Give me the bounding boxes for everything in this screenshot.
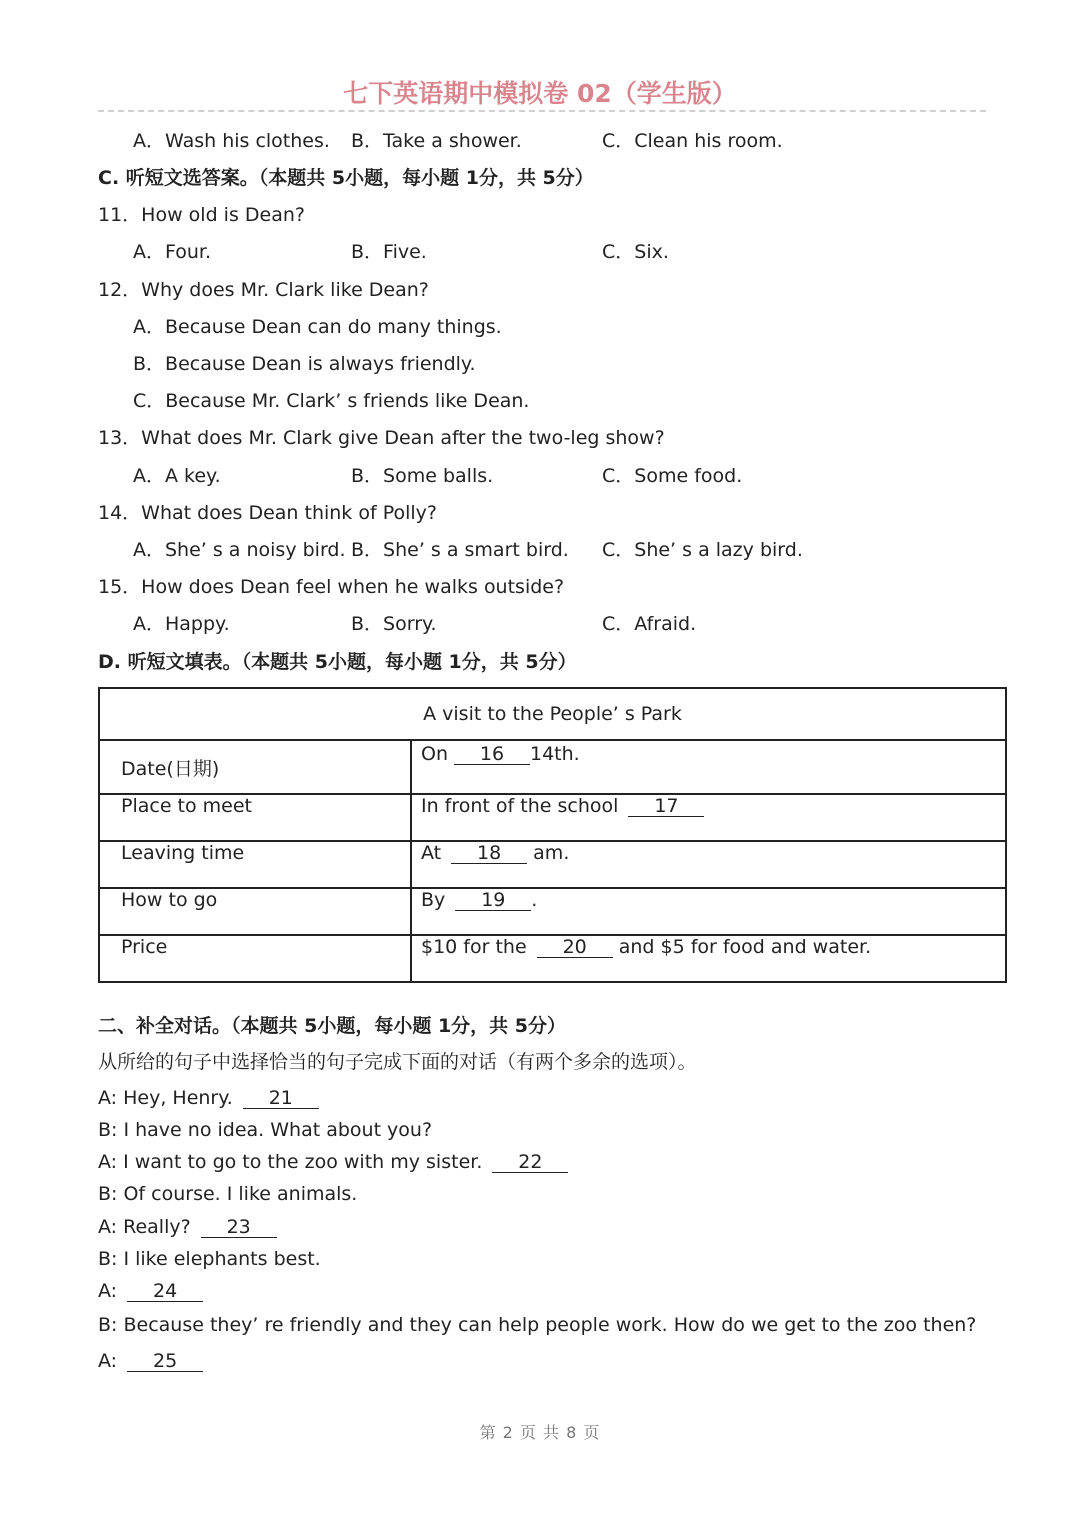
page-number-footer: 第 2 页 共 8 页: [479, 1423, 601, 1442]
q10-option-c: C．Clean his room.: [602, 130, 783, 152]
row-value-transport: [411, 888, 1006, 935]
q15-option-b: B．Sorry.: [351, 613, 437, 635]
dialogue-line: [98, 1182, 357, 1206]
q10-option-a: A．Wash his clothes.: [133, 130, 330, 152]
section-c-heading: C. 听短文选答案。（本题共 5小题，每小题 1分，共 5分）: [98, 167, 594, 189]
row-value-place: [411, 794, 1006, 841]
dialogue-text: A: Really?: [98, 1216, 191, 1238]
q14-option-a: A．She’ s a noisy bird.: [133, 539, 346, 561]
row-label-date: Date(日期): [99, 740, 411, 794]
table-row: [99, 935, 1006, 982]
q15-stem: 15．How does Dean feel when he walks outside?: [98, 576, 565, 598]
header-dashed-rule: [98, 110, 986, 112]
q11-option-a: A．Four.: [133, 241, 212, 263]
row-label-place: Place to meet: [99, 794, 411, 841]
q12-stem: 12．Why does Mr. Clark like Dean?: [98, 279, 429, 301]
value-text: am.: [527, 842, 570, 864]
q11-stem: 11．How old is Dean?: [98, 204, 305, 226]
answer-blank-19[interactable]: 19: [455, 890, 531, 911]
dialogue-text: A:: [98, 1280, 118, 1302]
table-row: [99, 794, 1006, 841]
answer-blank-17[interactable]: 17: [628, 796, 704, 817]
q14-option-b: B．She’ s a smart bird.: [351, 539, 569, 561]
q12-option-c: C．Because Mr. Clark’ s friends like Dean.: [133, 390, 530, 412]
dialogue-line: [98, 1118, 432, 1142]
dialogue-text: A: I want to go to the zoo with my sister.: [98, 1151, 483, 1173]
dialogue-text: B: I have no idea. What about you?: [98, 1119, 433, 1141]
q15-option-c: C．Afraid.: [602, 613, 697, 635]
answer-blank-16[interactable]: 16: [454, 744, 530, 765]
answer-blank-24[interactable]: 24: [127, 1281, 203, 1302]
part2-instruction: 从所给的句子中选择恰当的句子完成下面的对话（有两个多余的选项）。: [98, 1051, 697, 1073]
table-row: [99, 841, 1006, 888]
q14-option-c: C．She’ s a lazy bird.: [602, 539, 803, 561]
row-label-price: Price: [99, 935, 411, 982]
value-text: .: [531, 889, 538, 911]
q12-option-b: B．Because Dean is always friendly.: [133, 353, 476, 375]
q13-option-b: B．Some balls.: [351, 465, 494, 487]
q10-option-b: B．Take a shower.: [351, 130, 522, 152]
row-value-time: [411, 841, 1006, 888]
dialogue-line: [98, 1279, 203, 1303]
value-text: $10 for the: [421, 936, 527, 958]
dialogue-text: B: Because they’ re friendly and they can help people work. How do we get to the zoo then?: [98, 1314, 977, 1336]
q11-option-b: B．Five.: [351, 241, 427, 263]
value-text: By: [421, 889, 446, 911]
table-row: [99, 888, 1006, 935]
answer-blank-18[interactable]: 18: [451, 843, 527, 864]
q15-option-a: A．Happy.: [133, 613, 230, 635]
dialogue-line: [98, 1086, 319, 1110]
answer-blank-20[interactable]: 20: [537, 937, 613, 958]
table-row: [99, 740, 1006, 794]
table-title: A visit to the People’ s Park: [99, 688, 1006, 740]
visit-info-table: [98, 687, 1007, 983]
dialogue-line: [98, 1247, 321, 1271]
answer-blank-25[interactable]: 25: [127, 1351, 203, 1372]
page-header-title: 七下英语期中模拟卷 02（学生版）: [343, 79, 737, 108]
value-text: 14th.: [530, 743, 580, 765]
dialogue-text: B: I like elephants best.: [98, 1248, 321, 1270]
row-label-time: Leaving time: [99, 841, 411, 888]
q13-option-c: C．Some food.: [602, 465, 743, 487]
value-text: and $5 for food and water.: [612, 936, 872, 958]
row-label-transport: How to go: [99, 888, 411, 935]
section-d-heading: D. 听短文填表。（本题共 5小题，每小题 1分，共 5分）: [98, 651, 577, 673]
q13-option-a: A．A key.: [133, 465, 221, 487]
answer-blank-23[interactable]: 23: [201, 1217, 277, 1238]
q13-stem: 13．What does Mr. Clark give Dean after the two-leg show?: [98, 427, 665, 449]
q14-stem: 14．What does Dean think of Polly?: [98, 502, 437, 524]
dialogue-line: [98, 1215, 277, 1239]
dialogue-text: A:: [98, 1350, 118, 1372]
value-text: At: [421, 842, 442, 864]
part2-heading: 二、补全对话。（本题共 5小题，每小题 1分，共 5分）: [98, 1015, 567, 1037]
dialogue-line: [98, 1349, 203, 1373]
dialogue-line: [98, 1313, 976, 1337]
row-value-price: [411, 935, 1006, 982]
dialogue-text: A: Hey, Henry.: [98, 1087, 233, 1109]
value-text: On: [421, 743, 448, 765]
q11-option-c: C．Six.: [602, 241, 669, 263]
dialogue-line: [98, 1150, 568, 1174]
answer-blank-21[interactable]: 21: [243, 1088, 319, 1109]
q12-option-a: A．Because Dean can do many things.: [133, 316, 502, 338]
dialogue-text: B: Of course. I like animals.: [98, 1183, 358, 1205]
value-text: In front of the school: [421, 795, 619, 817]
answer-blank-22[interactable]: 22: [492, 1152, 568, 1173]
row-value-date: [411, 740, 1006, 794]
